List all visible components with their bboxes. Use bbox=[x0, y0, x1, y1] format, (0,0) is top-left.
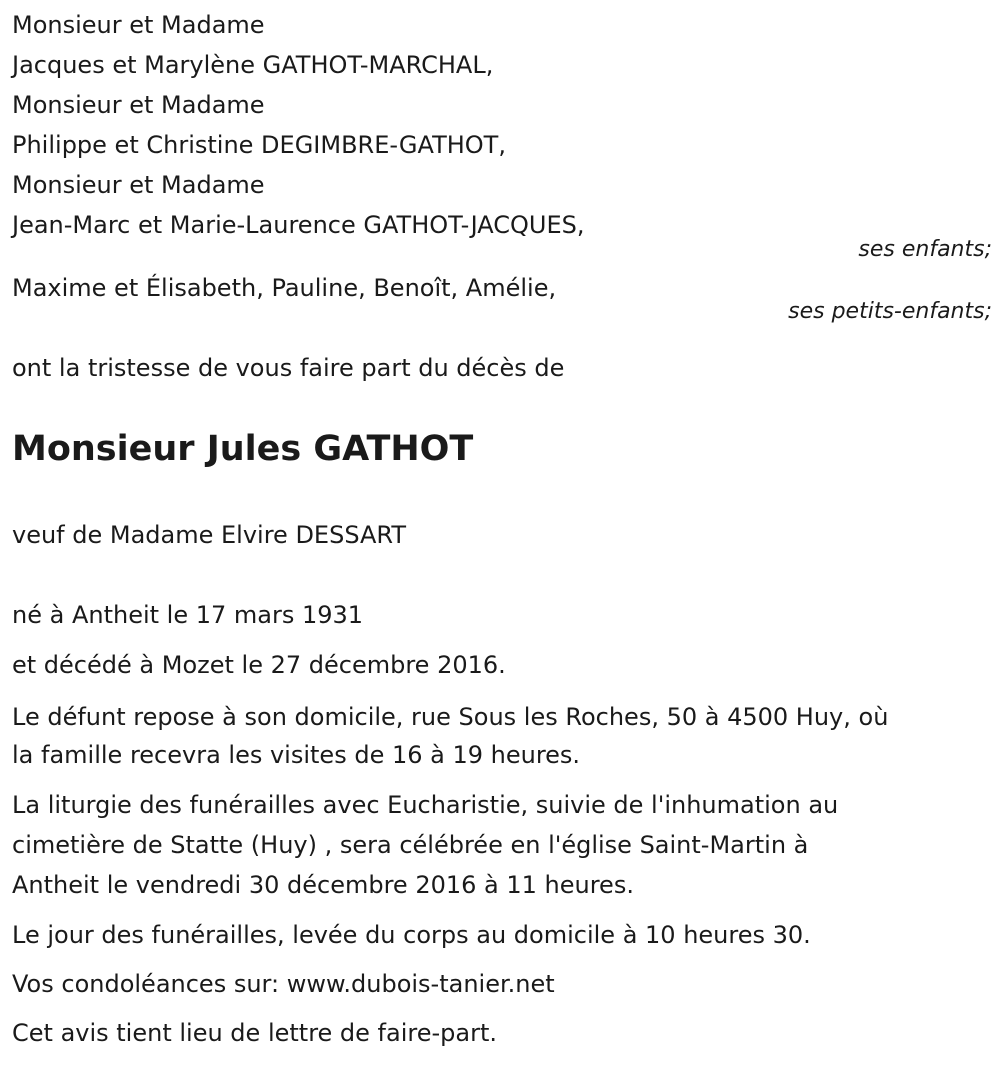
children-line-3: Monsieur et Madame bbox=[12, 91, 265, 119]
children-line-1: Monsieur et Madame bbox=[12, 11, 265, 39]
closing-line: Cet avis tient lieu de lettre de faire-part. bbox=[12, 1019, 497, 1047]
grandchildren-line: Maxime et Élisabeth, Pauline, Benoît, Amélie, bbox=[12, 274, 557, 302]
liturgy-line-1: La liturgie des funérailles avec Eucharistie, suivie de l'inhumation au bbox=[12, 791, 839, 819]
liturgy-line-3: Antheit le vendredi 30 décembre 2016 à 11 heures. bbox=[12, 871, 634, 899]
children-line-6: Jean-Marc et Marie-Laurence GATHOT-JACQUES, bbox=[12, 211, 585, 239]
children-line-2: Jacques et Marylène GATHOT-MARCHAL, bbox=[12, 51, 494, 79]
birth-line: né à Antheit le 17 mars 1931 bbox=[12, 601, 364, 629]
grandchildren-role: ses petits-enfants; bbox=[788, 299, 992, 324]
death-line: et décédé à Mozet le 27 décembre 2016. bbox=[12, 651, 506, 679]
children-line-5: Monsieur et Madame bbox=[12, 171, 265, 199]
liturgy-line-2: cimetière de Statte (Huy) , sera célébrée en l'église Saint-Martin à bbox=[12, 831, 809, 859]
widower-line: veuf de Madame Elvire DESSART bbox=[12, 521, 407, 549]
repose-line-1: Le défunt repose à son domicile, rue Sous les Roches, 50 à 4500 Huy, où bbox=[12, 703, 889, 731]
repose-line-2: la famille recevra les visites de 16 à 19 heures. bbox=[12, 741, 581, 769]
deceased-name: Monsieur Jules GATHOT bbox=[12, 429, 474, 469]
levee-line: Le jour des funérailles, levée du corps au domicile à 10 heures 30. bbox=[12, 921, 811, 949]
announcement-line: ont la tristesse de vous faire part du décès de bbox=[12, 354, 565, 382]
condolences-line: Vos condoléances sur: www.dubois-tanier.net bbox=[12, 970, 555, 998]
children-line-4: Philippe et Christine DEGIMBRE-GATHOT, bbox=[12, 131, 506, 159]
children-role: ses enfants; bbox=[858, 237, 992, 262]
